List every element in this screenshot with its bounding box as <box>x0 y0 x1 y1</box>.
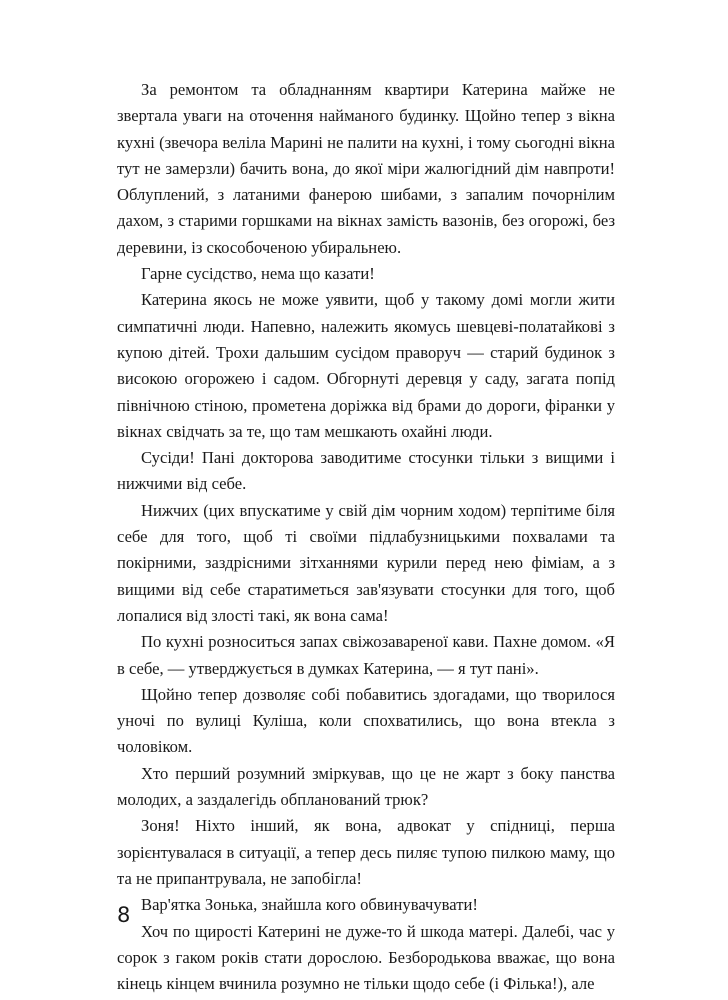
paragraph: Сусіди! Пані докторова заводитиме стосунки тільки з вищими і нижчими від себе. <box>117 448 615 494</box>
paragraph: Нижчих (цих впускатиме у свій дім чорним ходом) терпітиме біля себе для того, щоб ті своїми підлабузницькими похвалами та покірними, заздрісними зітханнями курили перед нею фіміам, а з вищими від себе старатиметься зав'язувати стосунки для того, щоб лопалися від злості такі, як вона сама! <box>117 500 615 625</box>
paragraph: По кухні розноситься запах свіжозавареної кави. Пахне домом. «Я в себе, — утверджується в думках Катерина, — я тут пані». <box>117 632 615 678</box>
paragraph: Вар'ятка Зонька, знайшла кого обвинувачувати! <box>141 895 478 915</box>
page-number: 8 <box>117 903 131 927</box>
paragraph: Катерина якось не може уявити, щоб у такому домі могли жити симпатичні люди. Напевно, належить якомусь шевцеві-полатайкові з купою дітей. Трохи дальшим сусідом праворуч — старий будинок з високою огорожею і садом. Обгорнуті деревця у саду, загата попід північною стіною, прометена доріжка від брами до дороги, фіранки у вікнах свідчать за те, що там мешкають охайні люди. <box>117 290 615 441</box>
paragraph: За ремонтом та обладнанням квартири Катерина майже не звертала уваги на оточення найманого будинку. Щойно тепер з вікна кухні (звечора веліла Марині не палити на кухні, і тому сьогодні вікна тут не замерзли) бачить вона, до якої міри жалюгідний дім навпроти! Облуплений, з латаними фанерою шибами, з запалим почорнілим дахом, з старими горшками на вікнах замість вазонів, без огорожі, без деревини, із скособоченою убиральнею. <box>117 80 615 257</box>
paragraph: Хто перший розумний зміркував, що це не жарт з боку панства молодих, а заздалегідь обпланований трюк? <box>117 763 615 810</box>
paragraph: Гарне сусідство, нема що казати! <box>141 264 375 284</box>
paragraph: Зоня! Ніхто інший, як вона, адвокат у спідниці, перша зорієнтувалася в ситуації, а тепер десь пиляє тупою пилкою маму, що та не припантрувала, не запобігла! <box>117 816 615 888</box>
body-text <box>117 77 615 997</box>
paragraph: Щойно тепер дозволяє собі побавитись здогадами, що творилося уночі по вулиці Куліша, коли спохватились, що вона втекла з чоловіком. <box>117 684 615 757</box>
paragraph: Хоч по щирості Катерині не дуже-то й шкода матері. Далебі, час у сорок з гаком років стати дорослою. Безбородькова вважає, що вона кінець кінцем вчинила розумно не тільки щодо себе (і Філька!), але <box>117 921 615 994</box>
